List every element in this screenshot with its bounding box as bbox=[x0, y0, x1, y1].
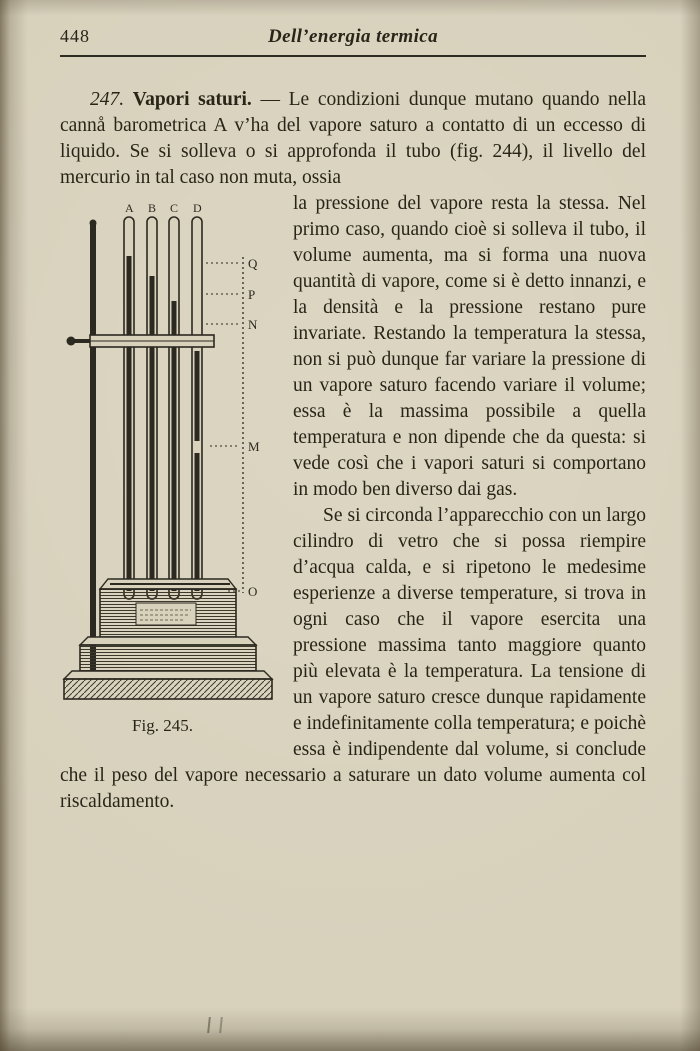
mercury-column-a bbox=[127, 256, 132, 591]
apparatus-illustration bbox=[60, 201, 275, 701]
wooden-base bbox=[64, 637, 272, 699]
scale-label-n: N bbox=[248, 317, 258, 332]
page-body bbox=[60, 87, 646, 815]
section-title: Vapori saturi. bbox=[132, 89, 261, 110]
figure-245 bbox=[60, 193, 293, 739]
mercury-gap-marker bbox=[194, 441, 200, 453]
paragraph-intro bbox=[60, 87, 646, 191]
mercury-basin bbox=[100, 579, 236, 637]
paragraph-intro-text: Le condizioni dunque mutano quando nella cannå barometrica A v’ha del vapore saturo a contatto di un eccesso di liquido. Se si solleva o si approfonda il tubo (fig. 244), il livello del mercurio in tal caso non muta, ossia bbox=[60, 89, 647, 188]
tube-label-d: D bbox=[193, 201, 202, 215]
mercury-column-b bbox=[150, 276, 155, 591]
page-number: 448 bbox=[60, 26, 90, 46]
mercury-column-d bbox=[195, 351, 200, 591]
scale-label-o: O bbox=[248, 584, 258, 599]
section-dash: — bbox=[260, 89, 289, 110]
scan-artifact-mark bbox=[207, 1017, 223, 1033]
figure-caption: Fig. 245. bbox=[132, 716, 193, 735]
scale-label-q: Q bbox=[248, 256, 258, 271]
section-number: 247. bbox=[90, 89, 133, 110]
scale-label-p: P bbox=[248, 287, 256, 302]
scale-label-m: M bbox=[248, 439, 260, 454]
stand-rod bbox=[67, 220, 97, 676]
running-title: Dell’energia termica bbox=[268, 26, 438, 47]
clamp-screw-knob bbox=[67, 337, 76, 346]
basin-label-plaque bbox=[136, 603, 196, 625]
measurement-scale bbox=[206, 257, 243, 593]
tube-label-a: A bbox=[125, 201, 134, 215]
barometric-tubes bbox=[124, 217, 202, 599]
paragraph-experiment: Se si circonda l’apparecchio con un largo cilindro di vetro che si possa riempire d’acqua calda, e si ripetono le medesime esperienze a diverse temperature, si trova in ogni caso che il vapore esercita una pressione massima tanto maggiore quanto più elevata è la temperatura. La tensione di un vapore saturo cresce dunque rapidamente e indefinitamente colla temperatura; e poichè essa è indipendente dal volume, si conclude che il peso del vapore necessario a saturare un dato volume aumenta col riscaldamento. bbox=[60, 505, 646, 812]
page-header bbox=[60, 26, 646, 57]
tube-label-c: C bbox=[170, 201, 179, 215]
tube-label-b: B bbox=[148, 201, 157, 215]
paragraph-continuation: la pressione del vapore resta la stessa. Nel primo caso, quando cioè si solleva il tubo, il volume aumenta, ma si forma una nuova quantità di vapore, come si è detto innanzi, e la densità e la pressione restano pure invariate. Restando la temperatura la stessa, non si può dunque far variare la pressione di un vapore saturo facendo variare il volume; essa è la massima possibile a quella temperatura e non dipende che da questa: si vede così che i vapori saturi si comportano in modo ben diverso dai gas. bbox=[293, 193, 646, 500]
